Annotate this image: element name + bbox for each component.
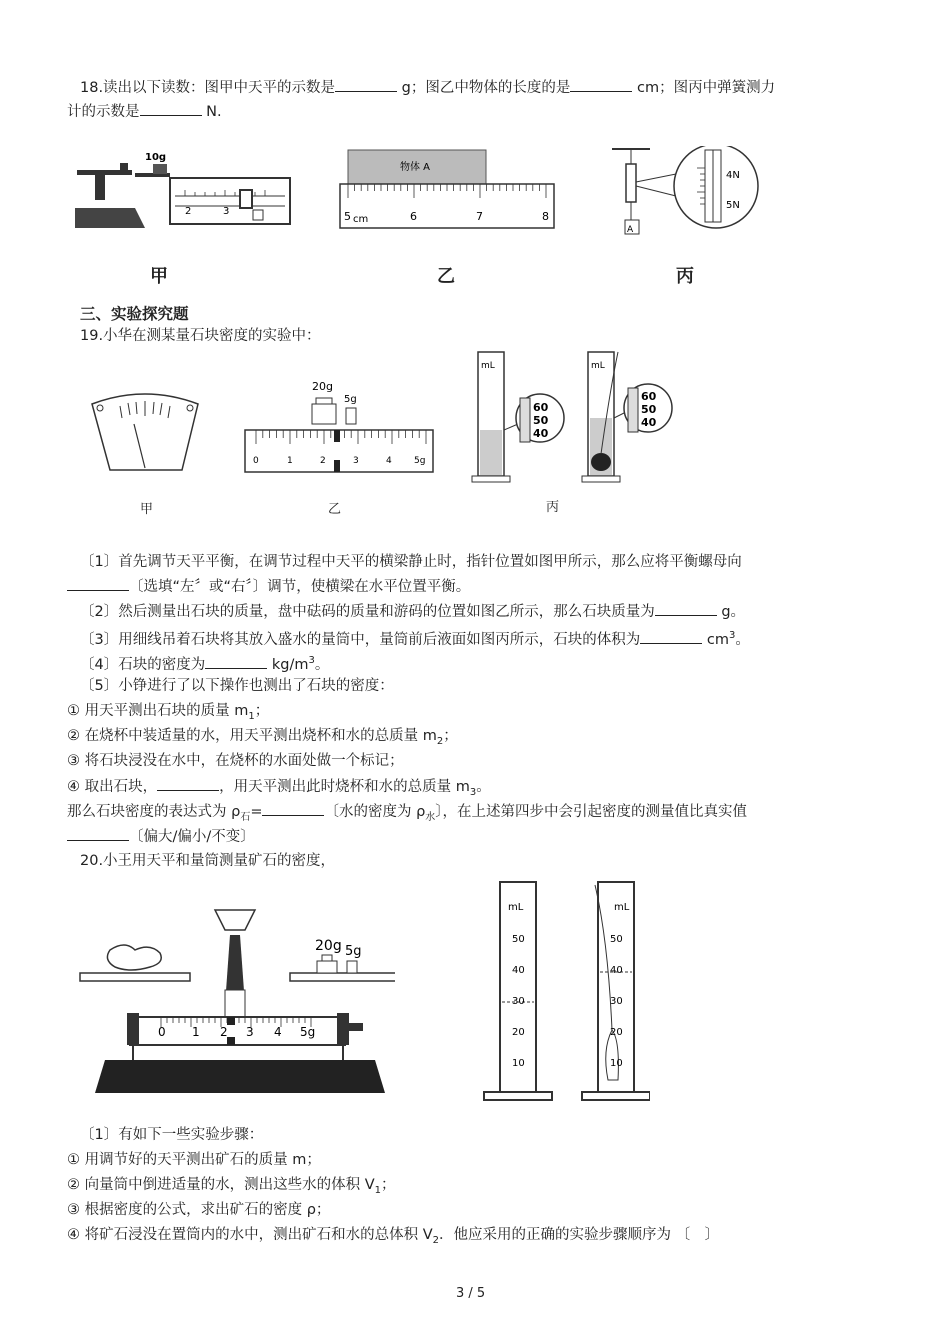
q19-p4: 〔4〕石块的密度为 $kg/m^3$。: [80, 655, 330, 673]
weight-5g-label: 5g: [345, 944, 362, 959]
cyl-60: 60: [533, 401, 549, 414]
q18-spring-scale-figure: [612, 146, 762, 238]
q19-scale-figure: [240, 378, 440, 478]
q19-step2: ② 在烧杯中装适量的水，用天平测出烧杯和水的总质量 $m_2$；: [67, 728, 458, 747]
scale-label: 3: [246, 1025, 254, 1039]
ruler-tick-label: 5: [344, 210, 351, 223]
object-label: 物体 A: [400, 162, 431, 173]
scale-label: 1: [192, 1025, 200, 1039]
q19-title: 19.小华在测某量石块密度的实验中：: [80, 328, 321, 344]
weight-label: 10g: [145, 152, 167, 163]
cylinder-unit: mL: [591, 361, 605, 371]
q20-step4: ④ 将矿石浸没在置筒内的水中，测出矿石和水的总体积 $V_2$．他应采用的正确的实验步骤顺序为 〔 〕: [67, 1227, 720, 1246]
cylinder-unit: mL: [614, 902, 630, 913]
answer-blank[interactable]: [67, 826, 129, 841]
fig-label-yi: 乙: [328, 502, 342, 517]
answer-blank[interactable]: [140, 101, 202, 116]
q18-balance-figure: [75, 148, 300, 236]
q19-step3: ③ 将石块浸没在水中，在烧杯的水面处做一个标记；: [67, 753, 404, 769]
scale-label: 1: [287, 456, 293, 466]
q20-step3: ③ 根据密度的公式，求出矿石的密度 ρ；: [67, 1202, 331, 1218]
weight-5g-label: 5g: [344, 394, 357, 405]
scale-label: 3: [353, 456, 359, 466]
q19-p3: 〔3〕用细线吊着石块将其放入盛水的量筒中，量筒前后液面如图丙所示，石块的体积为 $cm^3$。: [80, 630, 750, 648]
q20-p1: 〔1〕有如下一些实验步骤：: [80, 1127, 264, 1143]
cyl-40: 40: [641, 416, 657, 429]
q20-step2: ② 向量筒中倒进适量的水，测出这些水的体积 $V_1$；: [67, 1177, 396, 1196]
q19-p5: 〔5〕小铮进行了以下操作也测出了石块的密度：: [80, 678, 394, 694]
q18-line1: 18.读出以下读数：图甲中天平的示数是 g；图乙中物体的长度的是 cm；图丙中弹簧测力: [80, 77, 775, 98]
scale-label: 5g: [300, 1025, 316, 1039]
q19-dial-figure: [90, 390, 200, 472]
scale-label: 4: [386, 456, 392, 466]
q20-step1: ① 用调节好的天平测出矿石的质量 m；: [67, 1152, 321, 1168]
answer-blank[interactable]: [262, 801, 324, 816]
weight-20g-label: 20g: [315, 938, 342, 954]
cyl-20: 20: [610, 1027, 623, 1038]
page-number: 3 / 5: [456, 1286, 486, 1301]
cyl-10: 10: [512, 1058, 525, 1069]
q19-p1: 〔1〕首先调节天平平衡，在调节过程中天平的横梁静止时，指针位置如图甲所示，那么应将平衡螺母向: [80, 554, 742, 570]
answer-blank[interactable]: [157, 776, 219, 791]
fig-label-yi: 乙: [437, 266, 455, 287]
answer-blank[interactable]: [570, 77, 632, 92]
ruler-tick-label: 7: [476, 210, 483, 223]
scale-label: 5g: [414, 456, 426, 466]
cyl-10: 10: [610, 1058, 623, 1069]
ruler-unit: cm: [353, 214, 369, 225]
cyl-40: 40: [610, 965, 623, 976]
cyl-50: 50: [610, 934, 623, 945]
balance-scale-label: 3: [223, 206, 230, 217]
answer-blank[interactable]: [335, 77, 397, 92]
fig-label-bing: 丙: [676, 266, 694, 287]
answer-blank[interactable]: [655, 601, 717, 616]
cylinder-unit: mL: [481, 361, 495, 371]
scale-label: 0: [253, 456, 259, 466]
q19-expression: 那么石块密度的表达式为 $\rho_石=$ 〔水的密度为 $\rho_水$〕，在上述第四步中会引起密度的测量值比真实值: [67, 801, 747, 828]
q20-title: 20.小王用天平和量筒测量矿石的密度，: [80, 853, 336, 869]
scale-label: 0: [158, 1025, 166, 1039]
cyl-30: 30: [512, 996, 525, 1007]
q19-p1-cont: 〔选填“左〞或“右〞〕调节，使横梁在水平位置平衡。: [67, 576, 470, 597]
fig-label-bing: 丙: [546, 500, 560, 515]
spring-5n-label: 5N: [726, 200, 740, 211]
cyl-20: 20: [512, 1027, 525, 1038]
scale-label: 4: [274, 1025, 282, 1039]
section-heading: 三、实验探究题: [80, 305, 189, 323]
ruler-tick-label: 6: [410, 210, 417, 223]
cyl-40: 40: [512, 965, 525, 976]
balance-scale-label: 2: [185, 206, 192, 217]
cyl-50: 50: [512, 934, 525, 945]
ruler-tick-label: 8: [542, 210, 549, 223]
weight-a-label: A: [627, 225, 634, 235]
q20-cylinders-figure: [480, 880, 650, 1105]
cyl-50: 50: [641, 403, 657, 416]
fig-label-jia: 甲: [140, 502, 154, 517]
q19-step1: ① 用天平测出石块的质量 $m_1$；: [67, 703, 270, 722]
cylinder-unit: mL: [508, 902, 524, 913]
q20-balance-figure: [75, 895, 395, 1095]
cyl-30: 30: [610, 996, 623, 1007]
answer-blank[interactable]: [67, 576, 129, 591]
weight-20g-label: 20g: [312, 380, 333, 393]
cyl-40: 40: [533, 427, 549, 440]
q19-p2: 〔2〕然后测量出石块的质量，盘中砝码的质量和游码的位置如图乙所示，那么石块质量为 g。: [80, 601, 745, 622]
q18-ruler-figure: [338, 148, 558, 233]
answer-blank[interactable]: [640, 629, 702, 644]
answer-blank[interactable]: [205, 654, 267, 669]
fig-label-jia: 甲: [150, 266, 168, 287]
q18-line2: 计的示数是 N.: [67, 101, 222, 122]
q19-step4: ④ 取出石块， ，用天平测出此时烧杯和水的总质量 $m_3$。: [67, 776, 491, 803]
cyl-50: 50: [533, 414, 549, 427]
spring-4n-label: 4N: [726, 170, 740, 181]
q19-expression-cont: 〔偏大/偏小/不变〕: [67, 826, 255, 847]
q19-cylinders-figure: [470, 350, 680, 486]
cyl-60: 60: [641, 390, 657, 403]
scale-label: 2: [220, 1025, 228, 1039]
scale-label: 2: [320, 456, 326, 466]
